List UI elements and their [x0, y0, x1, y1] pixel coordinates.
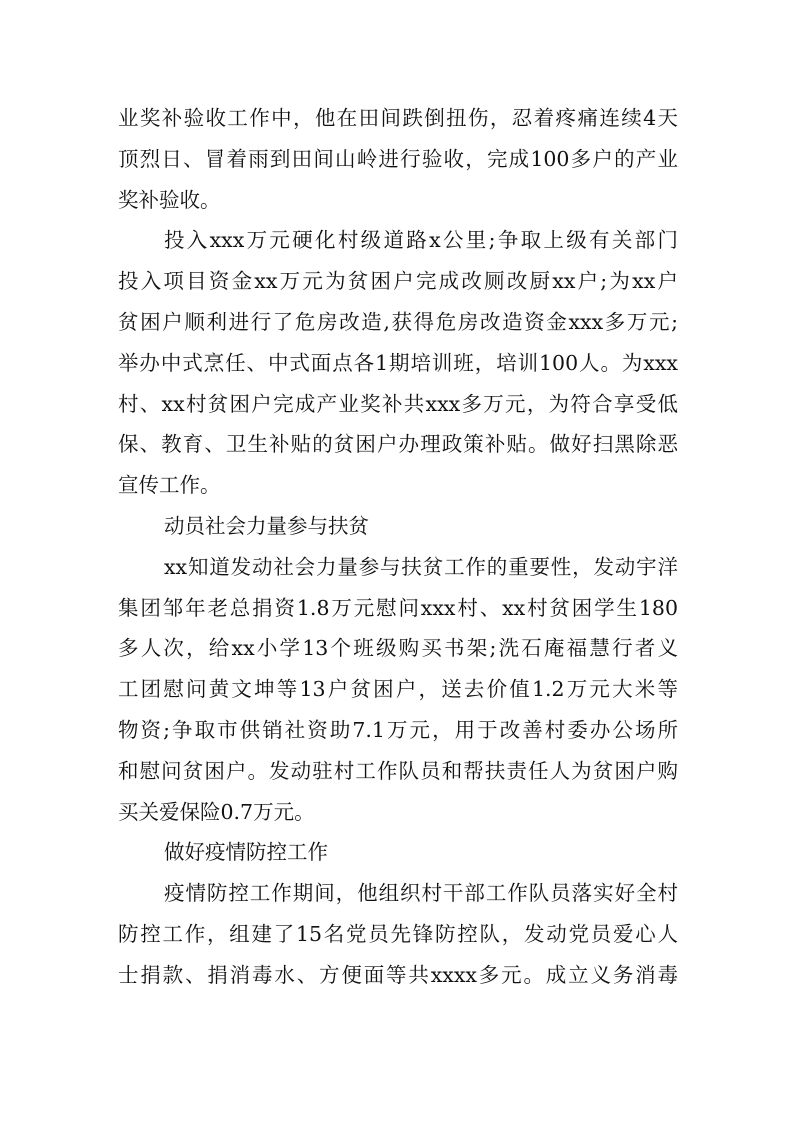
text-line: 顶烈日、冒着雨到田间山岭进行验收，完成100多户的产业 [118, 146, 678, 171]
text-line: 士捐款、捐消毒水、方便面等共xxxx多元。成立义务消毒 [118, 962, 678, 987]
document-body [118, 98, 678, 996]
text-line: 疫情防控工作期间，他组织村干部工作队员落实好全村 [164, 881, 678, 906]
text-line: 业奖补验收工作中，他在田间跌倒扭伤，忍着疼痛连续4天 [118, 106, 678, 130]
text-line: 工团慰问黄文坤等13户贫困户，送去价值1.2万元大米等 [118, 677, 678, 702]
text-line: 防控工作，组建了15名党员先锋防控队，发动党员爱心人 [118, 921, 678, 946]
text-line: 投入xxx万元硬化村级道路x公里;争取上级有关部门 [164, 228, 678, 253]
text-line: 宣传工作。 [118, 473, 221, 498]
text-line: 和慰问贫困户。发动驻村工作队员和帮扶责任人为贫困户购 [118, 758, 678, 783]
section-heading: 动员社会力量参与扶贫 [164, 513, 369, 538]
text-line: 买关爱保险0.7万元。 [118, 799, 315, 824]
text-line: 村、xx村贫困户完成产业奖补共xxx多万元，为符合享受低 [118, 391, 678, 416]
text-line: 集团邹年老总捐资1.8万元慰问xxx村、xx村贫困学生180 [118, 595, 678, 620]
text-line: 保、教育、卫生补贴的贫困户办理政策补贴。做好扫黑除恶 [118, 432, 678, 457]
text-line: 投入项目资金xx万元为贫困户完成改厕改厨xx户;为xx户 [118, 269, 678, 294]
text-line: 举办中式烹任、中式面点各1期培训班，培训100人。为xxx [118, 350, 678, 375]
section-heading: 做好疫情防控工作 [164, 840, 328, 865]
text-line: 贫困户顺利进行了危房改造,获得危房改造资金xxx多万元; [118, 309, 678, 334]
text-line: xx知道发动社会力量参与扶贫工作的重要性，发动宇洋 [164, 554, 678, 579]
text-line: 多人次，给xx小学13个班级购买书架;洗石庵福慧行者义 [118, 636, 678, 661]
text-line: 物资;争取市供销社资助7.1万元，用于改善村委办公场所 [118, 717, 678, 742]
text-line: 奖补验收。 [118, 187, 221, 212]
